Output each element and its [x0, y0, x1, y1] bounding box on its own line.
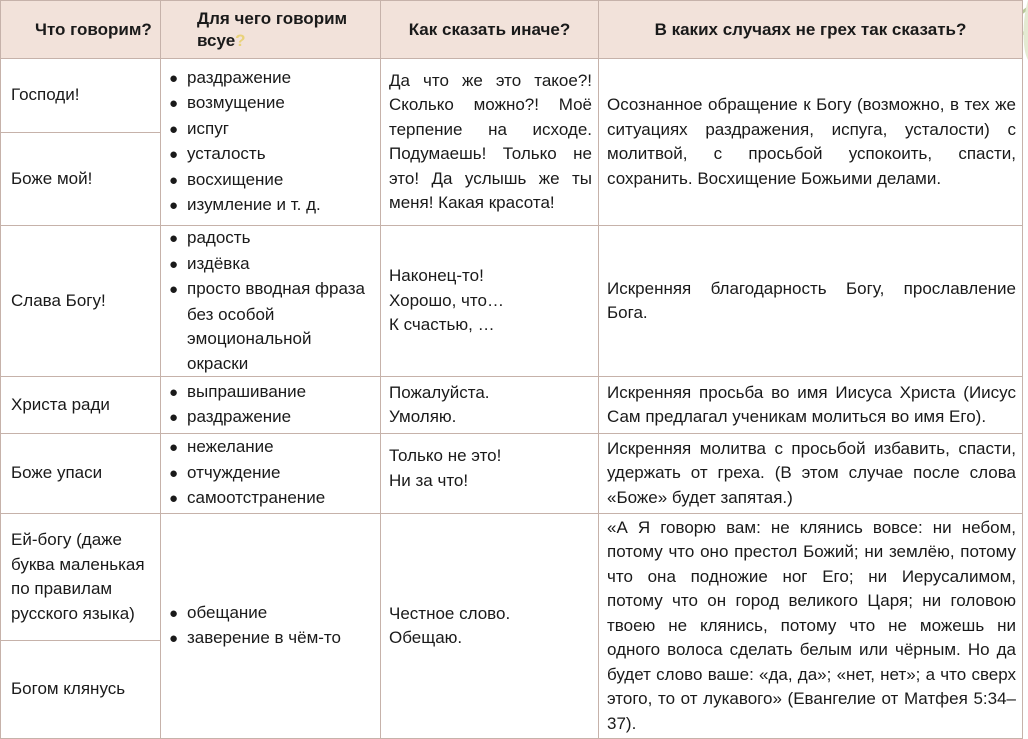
alternative-line: Хорошо, что… — [389, 290, 504, 310]
header-when-not-sin: В каких случаях не грех так сказать? — [599, 1, 1023, 59]
phrase-cell: Боже мой! — [1, 133, 161, 226]
purpose-item: ● заверение в чём-то — [169, 626, 374, 652]
purpose-item: ● усталость — [169, 142, 374, 168]
purposes-cell — [161, 434, 381, 514]
purpose-item: ● радость — [169, 226, 374, 252]
purpose-item: ● обещание — [169, 601, 374, 627]
when-ok-cell: Искренняя благодарность Богу, прославление Бога. — [599, 226, 1023, 377]
purpose-item: ● нежелание — [169, 435, 374, 461]
alternative-line: Наконец-то! — [389, 266, 484, 286]
alternative-line: К счастью, … — [389, 315, 495, 335]
purpose-item: ● раздражение — [169, 66, 374, 92]
table-row — [1, 377, 1023, 434]
phrase-cell: Боже упаси — [1, 434, 161, 514]
alternative-line: Умоляю. — [389, 407, 457, 426]
table-row — [1, 514, 1023, 641]
purposes-cell — [161, 59, 381, 226]
alternatives-cell: Да что же это такое?! Сколько можно?! Моё терпение на исходе. Подумаешь! Только не это! Да услышь же ты меня! Какая красота! — [381, 59, 599, 226]
purpose-item: ● издёвка — [169, 252, 374, 278]
alternatives-cell — [381, 434, 599, 514]
alternative-line: Честное слово. — [389, 603, 511, 623]
header-question-mark: ? — [235, 30, 246, 50]
alternatives-cell — [381, 514, 599, 739]
alternative-line: Только не это! — [389, 446, 502, 465]
purpose-item: ● восхищение — [169, 168, 374, 194]
phrase-cell: Ей-богу (даже буква маленькая по правилам русского языка) — [1, 514, 161, 641]
when-ok-cell: Искренняя просьба во имя Иисуса Христа (Иисус Сам предлагал ученикам молиться во имя Его). — [599, 377, 1023, 434]
table-row — [1, 226, 1023, 377]
purposes-cell — [161, 226, 381, 377]
when-ok-cell: Осознанное обращение к Богу (возможно, в тех же ситуациях раздражения, испуга, усталости) с молитвой, с просьбой успокоить, спасти, сохранить. Восхищение Божьими делами. — [599, 59, 1023, 226]
alternative-line: Ни за что! — [389, 470, 469, 490]
purpose-item: ● раздражение — [169, 405, 374, 431]
alternative-line: Обещаю. — [389, 628, 463, 647]
purpose-item: ● испуг — [169, 117, 374, 143]
when-ok-cell: «А Я говорю вам: не клянись вовсе: ни небом, потому что оно престол Божий; ни землёю, потому что она подножие ног Его; ни Иерусалимом, потому что он город великого Царя; ни головою твоею не клянись, потому что не можешь ни одного волоса сделать белым или чёрным. Но да будет слово ваше: «да, да»; «нет, нет»; а что сверх этого, то от лукавого» (Евангелие от Матфея 5:34–37). — [599, 514, 1023, 739]
alternatives-cell — [381, 377, 599, 434]
purposes-cell — [161, 514, 381, 739]
header-what-we-say: Что говорим? — [1, 1, 161, 59]
phrase-cell: Христа ради — [1, 377, 161, 434]
alternatives-cell — [381, 226, 599, 377]
alternative-line: Пожалуйста. — [389, 382, 490, 402]
table-row — [1, 59, 1023, 133]
table-header-row — [1, 1, 1023, 59]
purpose-item: ● самоотстранение — [169, 486, 374, 512]
header-say-otherwise: Как сказать иначе? — [381, 1, 599, 59]
phrase-cell: Слава Богу! — [1, 226, 161, 377]
when-ok-cell: Искренняя молитва с просьбой избавить, спасти, удержать от греха. (В этом случае после слова «Боже» будет запятая.) — [599, 434, 1023, 514]
phrase-cell: Господи! — [1, 59, 161, 133]
purpose-item: ● выпрашивание — [169, 380, 374, 406]
purpose-item: ● отчуждение — [169, 461, 374, 487]
purposes-cell — [161, 377, 381, 434]
purpose-item: ● просто вводная фраза без особой эмоциональной окраски — [169, 277, 374, 376]
header-why-in-vain-text: Для чего говорим всуе — [197, 8, 348, 50]
purpose-item: ● изумление и т. д. — [169, 193, 374, 219]
phrase-cell: Богом клянусь — [1, 641, 161, 739]
purpose-item: ● возмущение — [169, 91, 374, 117]
header-why-in-vain — [161, 1, 381, 59]
table-row — [1, 434, 1023, 514]
